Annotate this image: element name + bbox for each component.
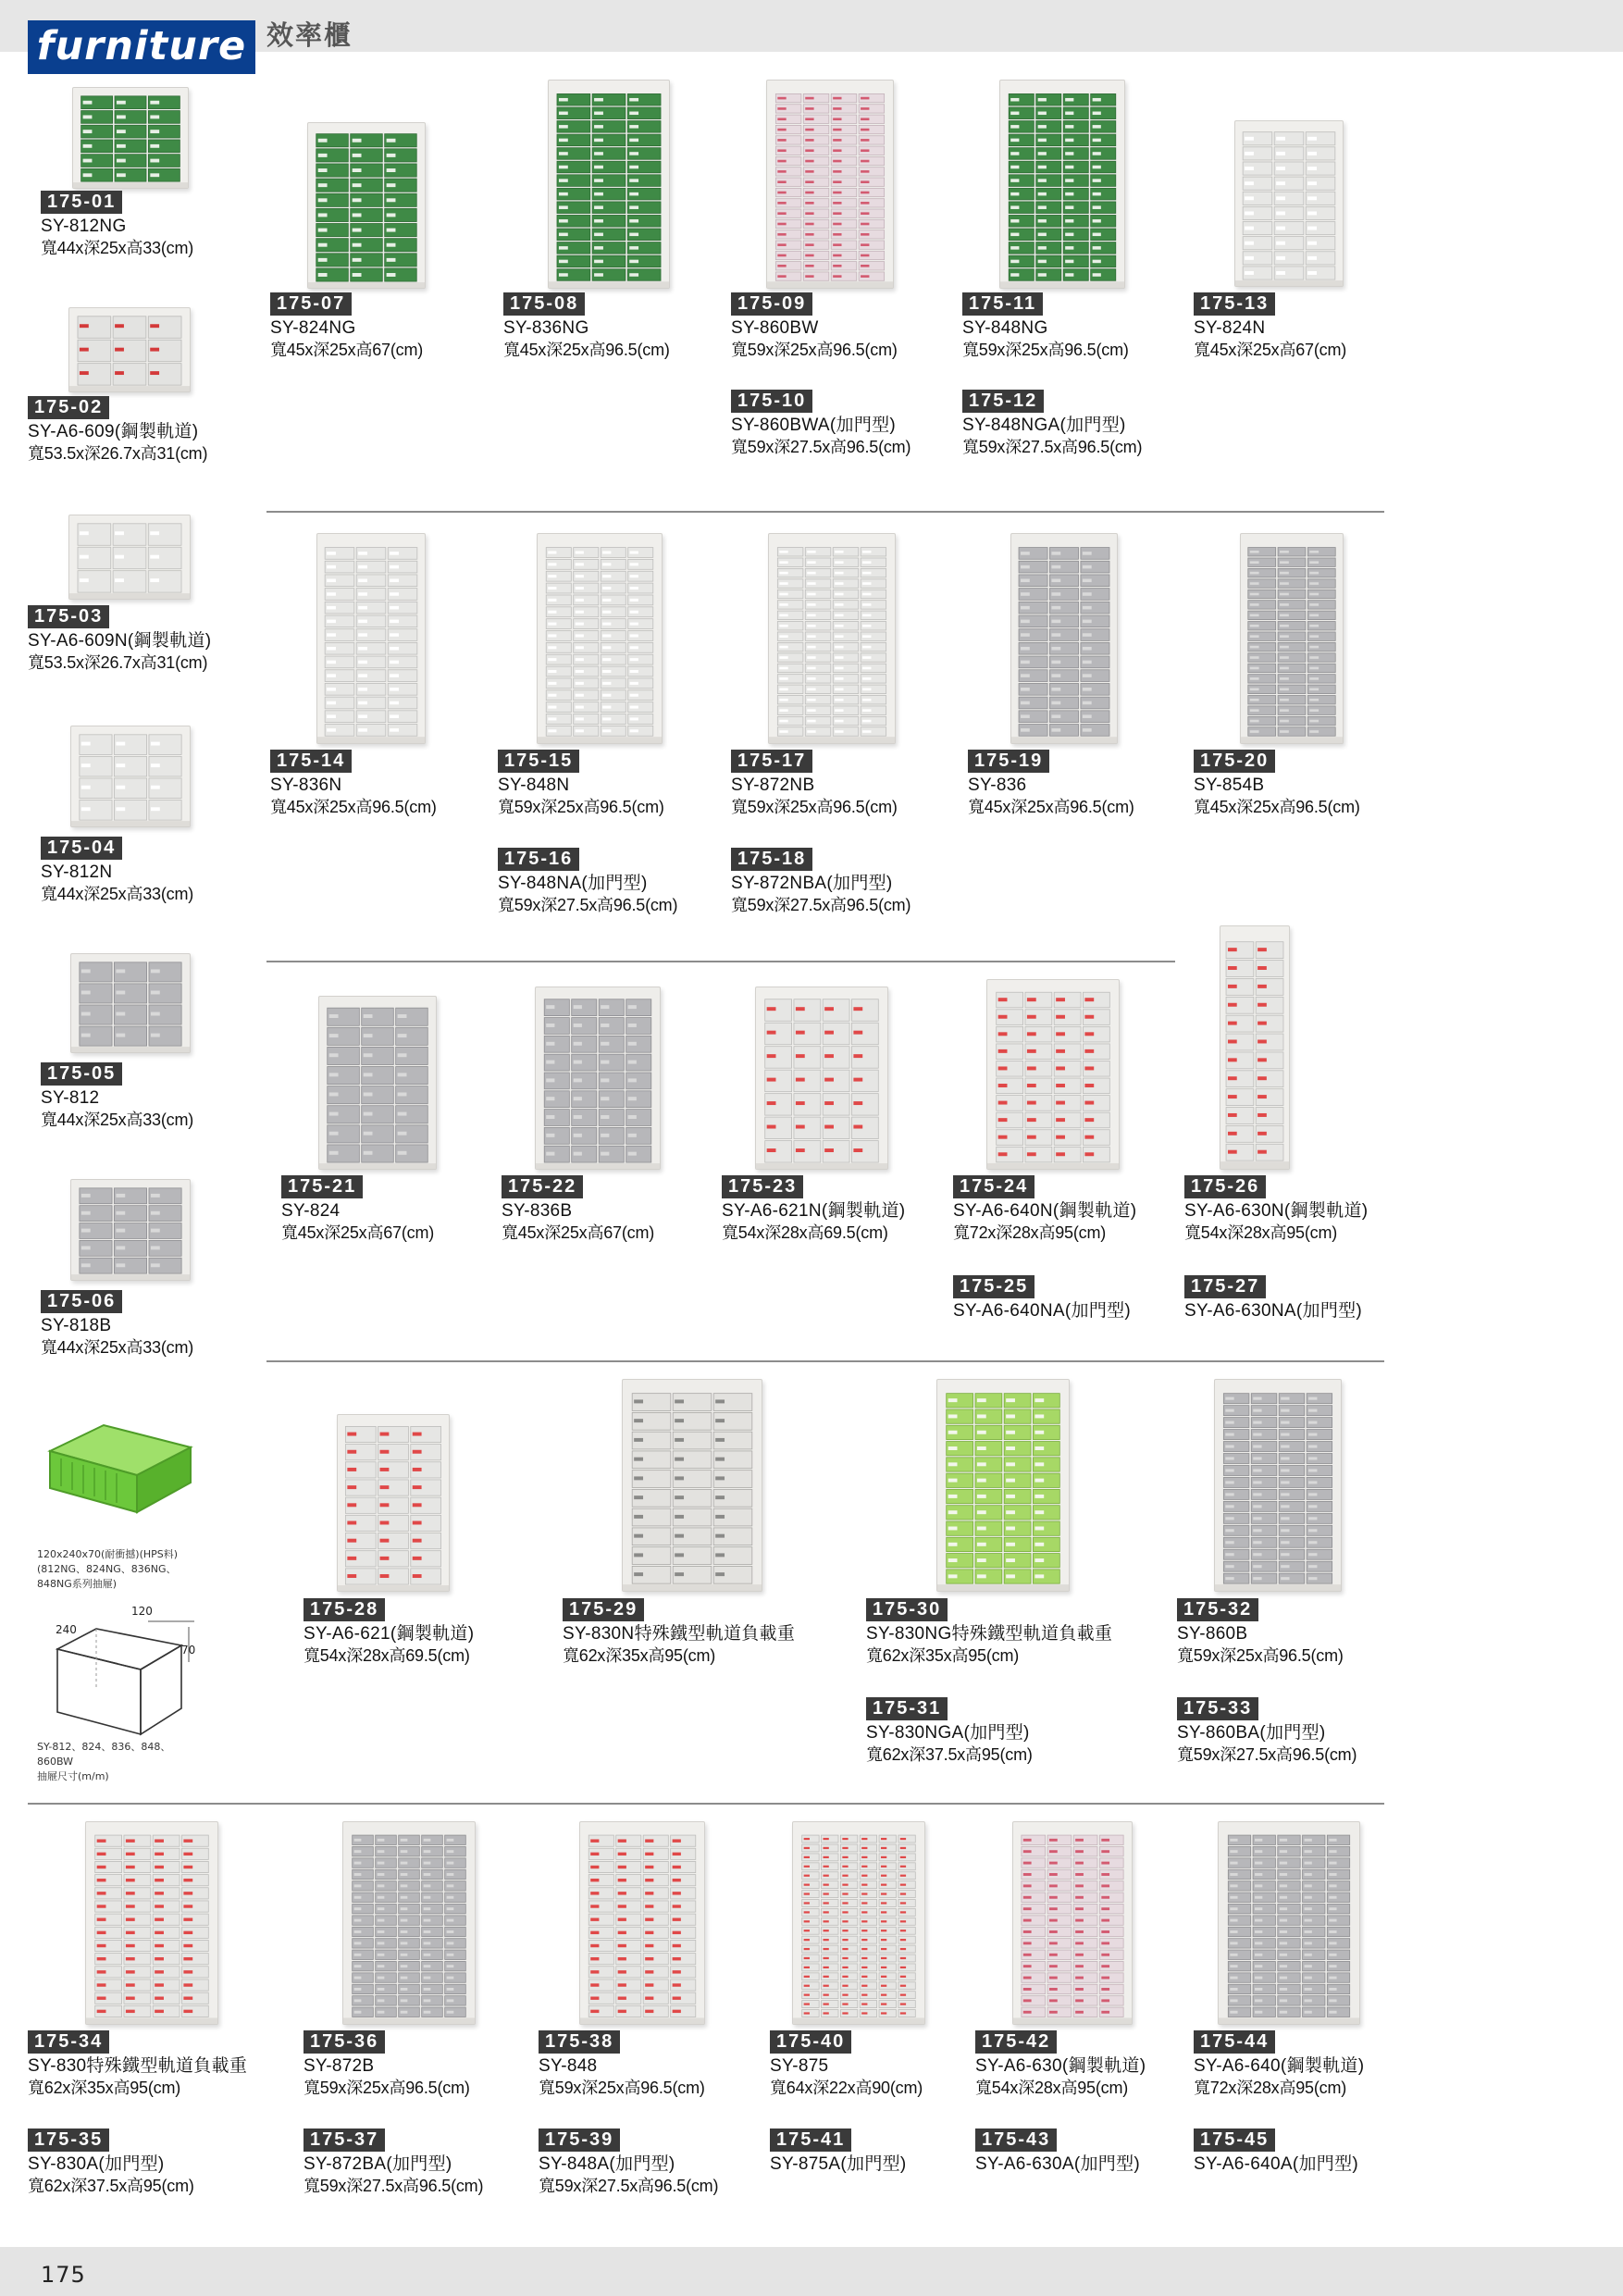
- product-model: SY-854B: [1194, 776, 1265, 795]
- product-item: [975, 2030, 1146, 2100]
- cabinet-image: [1234, 120, 1344, 287]
- product-dimensions: 寬44x深25x高33(cm): [41, 1111, 194, 1130]
- product-model: SY-824N: [1194, 318, 1266, 338]
- cabinet-image: [342, 1821, 476, 2025]
- product-model: SY-830NGA(加門型): [866, 1723, 1030, 1743]
- product-dimensions: 寬59x深27.5x高96.5(cm): [304, 2177, 484, 2196]
- cabinet-image: [1010, 533, 1118, 744]
- product-dimensions: 寬62x深35x高95(cm): [563, 1646, 716, 1666]
- product-item: [41, 1290, 193, 1359]
- product-code-badge: 175-38: [539, 2030, 620, 2054]
- product-code-badge: 175-27: [1184, 1275, 1266, 1298]
- product-model: SY-818B: [41, 1316, 112, 1335]
- product-model: SY-A6-640(鋼製軌道): [1194, 2056, 1365, 2076]
- cabinet-image: [768, 533, 896, 744]
- product-dimensions: 寬54x深28x高69.5(cm): [304, 1646, 470, 1666]
- product-dimensions: 寬62x深37.5x高95(cm): [28, 2177, 194, 2196]
- product-model: SY-860B: [1177, 1624, 1248, 1644]
- product-item: [304, 1598, 474, 1668]
- product-dimensions: 寬62x深35x高95(cm): [28, 2079, 181, 2098]
- row-divider: [28, 1803, 1384, 1805]
- product-code-badge: 175-36: [304, 2030, 385, 2054]
- product-model: SY-848NA(加門型): [498, 874, 648, 893]
- product-dimensions: 寬59x深25x高96.5(cm): [539, 2079, 705, 2098]
- product-code-badge: 175-01: [41, 191, 122, 214]
- product-item: [281, 1175, 434, 1245]
- dim-height: 70: [181, 1644, 196, 1657]
- product-item: [498, 750, 664, 819]
- drawer-icon: [46, 1416, 194, 1518]
- cabinet-image: [70, 953, 191, 1053]
- cabinet-image: [70, 726, 191, 827]
- product-item: [304, 2030, 470, 2100]
- product-model: SY-A6-640A(加門型): [1194, 2154, 1359, 2174]
- product-code-badge: 175-10: [731, 390, 812, 413]
- product-model: SY-872BA(加門型): [304, 2154, 452, 2174]
- product-item: [953, 1175, 1136, 1245]
- product-model: SY-860BWA(加門型): [731, 416, 897, 435]
- product-model: SY-A6-630(鋼製軌道): [975, 2056, 1146, 2076]
- product-model: SY-836NG: [503, 318, 589, 338]
- product-item: [1194, 2128, 1358, 2176]
- product-dimensions: 寬59x深27.5x高96.5(cm): [539, 2177, 719, 2196]
- product-model: SY-A6-630N(鋼製軌道): [1184, 1201, 1369, 1221]
- product-dimensions: 寬59x深25x高96.5(cm): [304, 2079, 470, 2098]
- product-item: [41, 191, 193, 260]
- product-dimensions: 寬45x深25x高67(cm): [1194, 341, 1347, 360]
- product-model: SY-875: [770, 2056, 829, 2076]
- row-divider: [266, 511, 1384, 513]
- product-item: [770, 2128, 907, 2176]
- product-dimensions: 寬45x深25x高67(cm): [281, 1223, 435, 1243]
- product-code-badge: 175-09: [731, 292, 812, 316]
- product-model: SY-A6-630A(加門型): [975, 2154, 1141, 2174]
- product-code-badge: 175-39: [539, 2128, 620, 2152]
- product-dimensions: 寬59x深27.5x高96.5(cm): [731, 438, 911, 457]
- footer-band: [0, 2247, 1623, 2296]
- product-model: SY-A6-630NA(加門型): [1184, 1301, 1363, 1321]
- product-item: [304, 2128, 483, 2198]
- product-code-badge: 175-12: [962, 390, 1044, 413]
- cabinet-image: [318, 996, 437, 1170]
- product-dimensions: 寬44x深25x高33(cm): [41, 885, 194, 904]
- product-dimensions: 寬59x深25x高96.5(cm): [962, 341, 1129, 360]
- product-code-badge: 175-18: [731, 848, 812, 871]
- product-item: [41, 1062, 193, 1132]
- product-dimensions: 寬45x深25x高96.5(cm): [1194, 798, 1360, 817]
- product-dimensions: 寬72x深28x高95(cm): [953, 1223, 1107, 1243]
- product-code-badge: 175-31: [866, 1697, 948, 1720]
- product-model: SY-848NG: [962, 318, 1048, 338]
- product-code-badge: 175-19: [968, 750, 1049, 773]
- note-line: (812NG、824NG、836NG、: [37, 1562, 177, 1575]
- cabinet-image: [72, 87, 189, 189]
- product-model: SY-A6-640N(鋼製軌道): [953, 1201, 1137, 1221]
- cabinet-image: [535, 987, 661, 1170]
- cabinet-image: [766, 80, 894, 289]
- product-code-badge: 175-11: [962, 292, 1043, 316]
- cabinet-image: [548, 80, 670, 289]
- product-model: SY-A6-621N(鋼製軌道): [722, 1201, 906, 1221]
- cabinet-image: [1240, 533, 1344, 744]
- product-item: [722, 1175, 905, 1245]
- product-code-badge: 175-08: [503, 292, 585, 316]
- cabinet-image: [1214, 1379, 1342, 1592]
- product-item: [962, 390, 1142, 459]
- product-code-badge: 175-02: [28, 396, 109, 419]
- product-model: SY-830特殊鐵型軌道負載重: [28, 2056, 248, 2076]
- drawer-note: [37, 1547, 178, 1592]
- product-item: [1184, 1175, 1368, 1245]
- product-code-badge: 175-22: [502, 1175, 583, 1198]
- product-model: SY-836: [968, 776, 1027, 795]
- product-item: [953, 1275, 1131, 1322]
- cabinet-image: [1218, 1821, 1360, 2025]
- note-line: 抽屜尺寸(m/m): [37, 1769, 109, 1782]
- product-item: [502, 1175, 654, 1245]
- product-code-badge: 175-23: [722, 1175, 803, 1198]
- note-line: 848NG系列抽屜): [37, 1577, 118, 1590]
- product-code-badge: 175-16: [498, 848, 579, 871]
- product-item: [1177, 1697, 1357, 1767]
- product-item: [539, 2128, 718, 2198]
- product-model: SY-812NG: [41, 217, 127, 236]
- product-code-badge: 175-04: [41, 837, 122, 860]
- cabinet-image: [316, 533, 426, 744]
- product-dimensions: 寬53.5x深26.7x高31(cm): [28, 653, 208, 673]
- product-code-badge: 175-05: [41, 1062, 122, 1086]
- product-model: SY-A6-609(鋼製軌道): [28, 422, 199, 441]
- product-item: [975, 2128, 1140, 2176]
- note-line: 860BW: [37, 1755, 74, 1768]
- product-model: SY-824NG: [270, 318, 356, 338]
- product-item: [1184, 1275, 1362, 1322]
- product-model: SY-836N: [270, 776, 342, 795]
- product-code-badge: 175-35: [28, 2128, 109, 2152]
- note-line: SY-812、824、836、848、: [37, 1741, 171, 1753]
- product-dimensions: 寬59x深25x高96.5(cm): [731, 341, 898, 360]
- product-code-badge: 175-06: [41, 1290, 122, 1313]
- product-model: SY-848A(加門型): [539, 2154, 675, 2174]
- product-item: [962, 292, 1129, 362]
- product-item: [270, 750, 437, 819]
- product-model: SY-A6-609N(鋼製軌道): [28, 631, 212, 651]
- product-item: [41, 837, 193, 906]
- product-item: [1194, 750, 1360, 819]
- product-item: [1194, 2030, 1364, 2100]
- product-model: SY-824: [281, 1201, 341, 1221]
- product-item: [1194, 292, 1346, 362]
- product-dimensions: 寬62x深35x高95(cm): [866, 1646, 1020, 1666]
- product-dimensions: 寬59x深25x高96.5(cm): [1177, 1646, 1344, 1666]
- product-code-badge: 175-44: [1194, 2030, 1275, 2054]
- product-code-badge: 175-13: [1194, 292, 1275, 316]
- cabinet-image: [755, 987, 888, 1170]
- cabinet-image: [337, 1414, 450, 1592]
- product-dimensions: 寬45x深25x高67(cm): [502, 1223, 655, 1243]
- cabinet-image: [999, 80, 1125, 289]
- product-code-badge: 175-26: [1184, 1175, 1266, 1198]
- product-dimensions: 寬44x深25x高33(cm): [41, 1338, 194, 1358]
- product-item: [498, 848, 677, 917]
- product-item: [731, 848, 911, 917]
- product-dimensions: 寬54x深28x高95(cm): [1184, 1223, 1338, 1243]
- product-code-badge: 175-32: [1177, 1598, 1258, 1621]
- product-code-badge: 175-25: [953, 1275, 1035, 1298]
- product-code-badge: 175-20: [1194, 750, 1275, 773]
- product-code-badge: 175-37: [304, 2128, 385, 2152]
- product-model: SY-848N: [498, 776, 570, 795]
- cabinet-image: [307, 122, 426, 289]
- product-dimensions: 寬59x深25x高96.5(cm): [498, 798, 664, 817]
- product-model: SY-848: [539, 2056, 598, 2076]
- product-item: [28, 396, 207, 465]
- product-item: [28, 2128, 194, 2198]
- product-item: [503, 292, 670, 362]
- product-model: SY-A6-640NA(加門型): [953, 1301, 1132, 1321]
- product-dimensions: 寬45x深25x高96.5(cm): [503, 341, 670, 360]
- cabinet-image: [1220, 925, 1290, 1170]
- cabinet-image: [579, 1821, 705, 2025]
- cabinet-image: [68, 307, 191, 392]
- product-code-badge: 175-17: [731, 750, 812, 773]
- product-dimensions: 寬44x深25x高33(cm): [41, 239, 194, 258]
- page-number: 175: [41, 2262, 86, 2288]
- product-model: SY-830NG特殊鐵型軌道負載重: [866, 1624, 1113, 1644]
- product-model: SY-872B: [304, 2056, 375, 2076]
- product-dimensions: 寬45x深25x高96.5(cm): [968, 798, 1134, 817]
- product-dimensions: 寬59x深27.5x高96.5(cm): [1177, 1745, 1357, 1765]
- cabinet-image: [70, 1179, 191, 1281]
- product-model: SY-872NBA(加門型): [731, 874, 893, 893]
- cabinet-image: [936, 1379, 1070, 1592]
- product-model: SY-860BA(加門型): [1177, 1723, 1326, 1743]
- product-code-badge: 175-15: [498, 750, 579, 773]
- product-item: [770, 2030, 923, 2100]
- product-item: [270, 292, 423, 362]
- cabinet-image: [537, 533, 663, 744]
- cabinet-image: [1012, 1821, 1133, 2025]
- product-code-badge: 175-45: [1194, 2128, 1275, 2152]
- product-model: SY-848NGA(加門型): [962, 416, 1126, 435]
- product-code-badge: 175-43: [975, 2128, 1057, 2152]
- cabinet-image: [792, 1821, 925, 2025]
- cabinet-image: [85, 1821, 218, 2025]
- product-dimensions: 寬45x深25x高67(cm): [270, 341, 424, 360]
- product-code-badge: 175-30: [866, 1598, 948, 1621]
- product-code-badge: 175-07: [270, 292, 352, 316]
- product-dimensions: 寬72x深28x高95(cm): [1194, 2079, 1347, 2098]
- category-title: 效率櫃: [266, 19, 353, 51]
- product-code-badge: 175-40: [770, 2030, 851, 2054]
- product-dimensions: 寬62x深37.5x高95(cm): [866, 1745, 1033, 1765]
- product-item: [731, 390, 911, 459]
- product-model: SY-830N特殊鐵型軌道負載重: [563, 1624, 796, 1644]
- product-item: [539, 2030, 705, 2100]
- product-item: [866, 1697, 1033, 1767]
- product-dimensions: 寬59x深25x高96.5(cm): [731, 798, 898, 817]
- drawer-size-note: [37, 1740, 170, 1784]
- row-divider: [266, 1360, 1384, 1362]
- product-item: [731, 292, 898, 362]
- product-dimensions: 寬54x深28x高69.5(cm): [722, 1223, 888, 1243]
- dim-width: 120: [131, 1605, 153, 1618]
- product-dimensions: 寬53.5x深26.7x高31(cm): [28, 444, 208, 464]
- product-item: [563, 1598, 795, 1668]
- product-dimensions: 寬64x深22x高90(cm): [770, 2079, 923, 2098]
- product-model: SY-860BW: [731, 318, 819, 338]
- row-divider: [266, 961, 1175, 962]
- brand-logo: furniture: [28, 20, 255, 74]
- product-model: SY-836B: [502, 1201, 573, 1221]
- product-item: [1177, 1598, 1344, 1668]
- product-code-badge: 175-03: [28, 605, 109, 628]
- product-model: SY-872NB: [731, 776, 815, 795]
- product-dimensions: 寬59x深27.5x高96.5(cm): [962, 438, 1143, 457]
- product-model: SY-812N: [41, 863, 113, 882]
- product-model: SY-875A(加門型): [770, 2154, 907, 2174]
- product-item: [28, 2030, 247, 2100]
- product-code-badge: 175-41: [770, 2128, 851, 2152]
- product-code-badge: 175-21: [281, 1175, 363, 1198]
- cabinet-image: [68, 515, 191, 600]
- product-item: [866, 1598, 1112, 1668]
- product-model: SY-A6-621(鋼製軌道): [304, 1624, 475, 1644]
- product-code-badge: 175-14: [270, 750, 352, 773]
- product-code-badge: 175-29: [563, 1598, 644, 1621]
- product-item: [731, 750, 898, 819]
- product-code-badge: 175-34: [28, 2030, 109, 2054]
- note-line: 120x240x70(耐衝撼)(HPS料): [37, 1548, 179, 1560]
- cabinet-image: [622, 1379, 762, 1592]
- product-item: [28, 605, 211, 675]
- product-dimensions: 寬54x深28x高95(cm): [975, 2079, 1129, 2098]
- product-code-badge: 175-33: [1177, 1697, 1258, 1720]
- cabinet-image: [986, 979, 1120, 1170]
- product-code-badge: 175-28: [304, 1598, 385, 1621]
- product-model: SY-830A(加門型): [28, 2154, 165, 2174]
- product-code-badge: 175-24: [953, 1175, 1035, 1198]
- product-code-badge: 175-42: [975, 2030, 1057, 2054]
- product-dimensions: 寬59x深27.5x高96.5(cm): [498, 896, 678, 915]
- product-item: [968, 750, 1134, 819]
- product-model: SY-812: [41, 1088, 100, 1108]
- drawer-dimension-diagram: [37, 1605, 213, 1749]
- product-dimensions: 寬59x深27.5x高96.5(cm): [731, 896, 911, 915]
- product-dimensions: 寬45x深25x高96.5(cm): [270, 798, 437, 817]
- dim-length: 240: [56, 1623, 77, 1636]
